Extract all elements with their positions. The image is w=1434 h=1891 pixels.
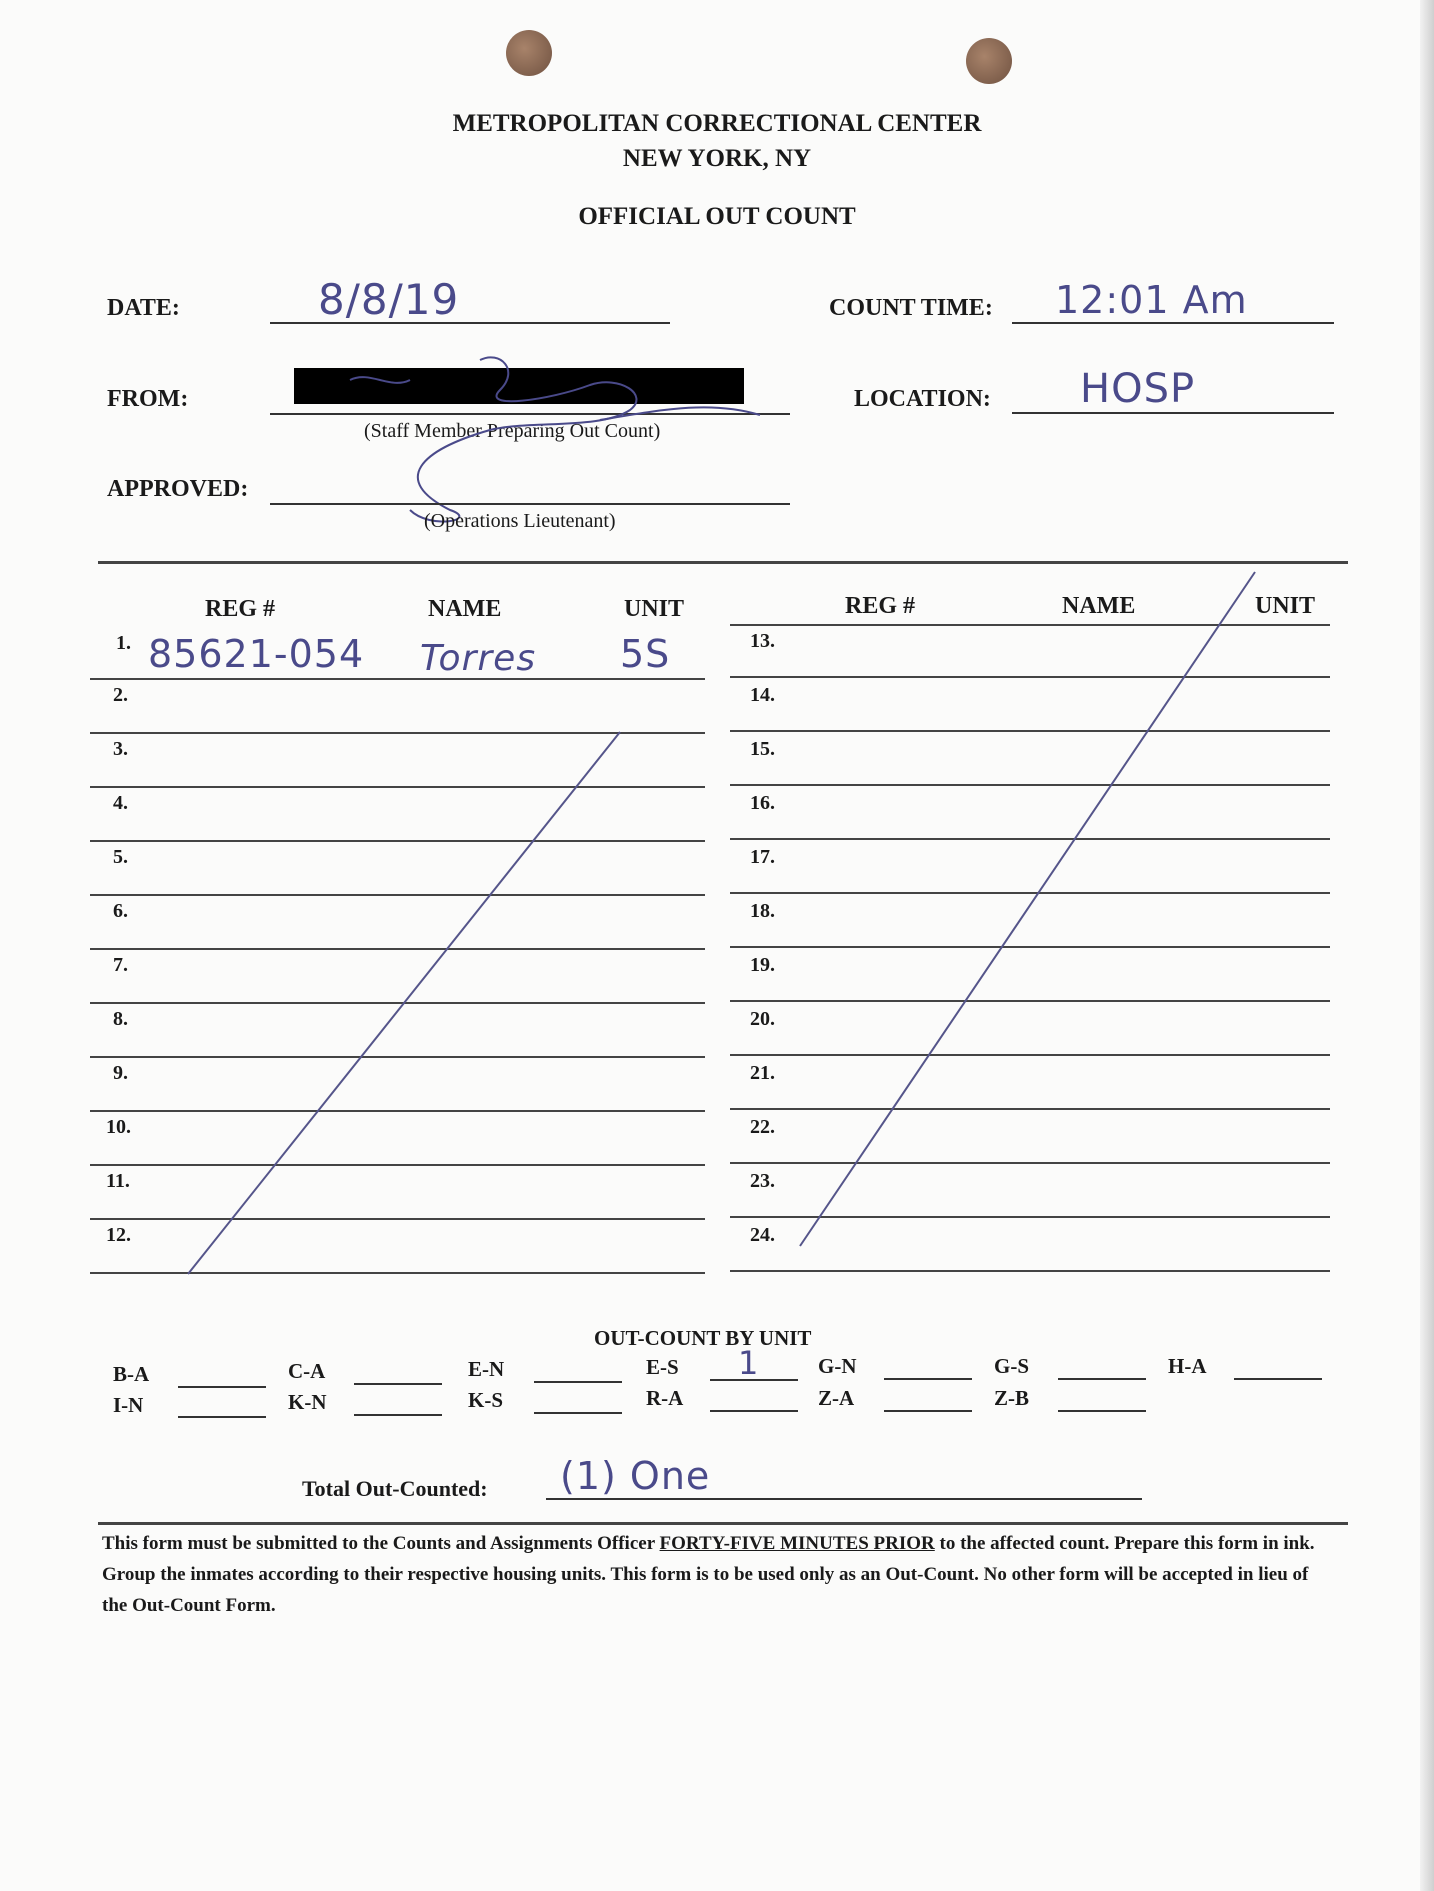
row-number: 14. <box>750 684 775 706</box>
unit-blank-z-a[interactable] <box>884 1410 972 1412</box>
institution-city: NEW YORK, NY <box>622 145 812 172</box>
left-strike-line <box>188 732 620 1274</box>
row-number: 11. <box>106 1170 130 1192</box>
unit-blank-k-n[interactable] <box>354 1414 442 1416</box>
unit-blank-g-n[interactable] <box>884 1378 972 1380</box>
unit-label-b-a: B-A <box>113 1362 150 1386</box>
total-label: Total Out-Counted: <box>302 1476 488 1501</box>
row-number: 2. <box>113 684 128 706</box>
row1-reg-value: 85621-054 <box>148 632 365 676</box>
row-number: 13. <box>750 630 775 652</box>
row-number: 20. <box>750 1008 775 1030</box>
unit-blank-i-n[interactable] <box>178 1416 266 1418</box>
left-name-header: NAME <box>428 596 502 622</box>
row-number: 12. <box>106 1224 131 1246</box>
location-value: HOSP <box>1080 366 1196 412</box>
out-count-title: OUT-COUNT BY UNIT <box>594 1326 812 1350</box>
from-label: FROM: <box>107 386 189 412</box>
unit-blank-r-a[interactable] <box>710 1410 798 1412</box>
approved-label: APPROVED: <box>107 476 249 502</box>
unit-blank-c-a[interactable] <box>354 1383 442 1385</box>
unit-label-g-n: G-N <box>818 1354 857 1378</box>
unit-label-k-n: K-N <box>288 1390 327 1414</box>
row-number: 6. <box>113 900 128 922</box>
right-strike-line <box>800 572 1255 1246</box>
footer-text-part2: to the affected count. Prepare this form in ink. Group the inmates according to their respective housing units. This form is to be used only as an Out-Count. No other form will be accepted in lieu of the Out-Count Form. <box>102 1533 1315 1616</box>
row-number: 9. <box>113 1062 128 1084</box>
approved-caption: (Operations Lieutenant) <box>424 510 616 532</box>
row-number: 24. <box>750 1224 775 1246</box>
unit-blank-g-s[interactable] <box>1058 1378 1146 1380</box>
row1-unit-value: 5S <box>620 632 671 676</box>
left-reg-header: REG # <box>205 596 276 622</box>
unit-blank-z-b[interactable] <box>1058 1410 1146 1412</box>
row-number: 7. <box>113 954 128 976</box>
total-line[interactable] <box>546 1498 1142 1500</box>
unit-label-h-a: H-A <box>1168 1354 1207 1378</box>
left-unit-header: UNIT <box>624 596 685 622</box>
row-number: 18. <box>750 900 775 922</box>
footer-emphasis: FORTY-FIVE MINUTES PRIOR <box>659 1533 935 1554</box>
total-value: (1) One <box>560 1454 711 1498</box>
row1-name-value: Torres <box>420 638 537 679</box>
row-number: 23. <box>750 1170 775 1192</box>
unit-label-r-a: R-A <box>646 1386 684 1410</box>
unit-label-i-n: I-N <box>113 1393 144 1417</box>
location-label: LOCATION: <box>854 386 991 412</box>
row-number: 5. <box>113 846 128 868</box>
row-number: 10. <box>106 1116 131 1138</box>
count-time-label: COUNT TIME: <box>829 295 993 321</box>
unit-blank-k-s[interactable] <box>534 1412 622 1414</box>
unit-label-k-s: K-S <box>468 1388 504 1412</box>
footer-instructions <box>102 1528 1332 1621</box>
unit-label-g-s: G-S <box>994 1354 1030 1378</box>
row-number: 3. <box>113 738 128 760</box>
unit-label-z-a: Z-A <box>818 1386 855 1410</box>
unit-label-e-s: E-S <box>646 1355 679 1379</box>
unit-value-e-s: 1 <box>738 1344 760 1382</box>
footer-text-part1: This form must be submitted to the Counts and Assignments Officer <box>102 1533 660 1554</box>
unit-label-c-a: C-A <box>288 1359 326 1383</box>
row-number: 15. <box>750 738 775 760</box>
row-number: 19. <box>750 954 775 976</box>
date-label: DATE: <box>107 295 180 321</box>
unit-blank-e-n[interactable] <box>534 1381 622 1383</box>
institution-name: METROPOLITAN CORRECTIONAL CENTER <box>452 110 982 137</box>
count-time-value: 12:01 Am <box>1055 278 1248 322</box>
from-caption: (Staff Member Preparing Out Count) <box>364 420 661 442</box>
row-number: 17. <box>750 846 775 868</box>
unit-blank-b-a[interactable] <box>178 1386 266 1388</box>
date-value: 8/8/19 <box>318 275 460 324</box>
unit-label-e-n: E-N <box>468 1357 505 1381</box>
right-reg-header: REG # <box>845 593 916 619</box>
right-name-header: NAME <box>1062 593 1136 619</box>
unit-blank-h-a[interactable] <box>1234 1378 1322 1380</box>
form-title: OFFICIAL OUT COUNT <box>578 203 856 230</box>
row-number: 1. <box>116 632 131 654</box>
row-number: 16. <box>750 792 775 814</box>
row-number: 4. <box>113 792 128 814</box>
footer-divider <box>98 1522 1348 1525</box>
unit-label-z-b: Z-B <box>994 1386 1030 1410</box>
right-unit-header: UNIT <box>1255 593 1316 619</box>
row-number: 21. <box>750 1062 775 1084</box>
row-number: 22. <box>750 1116 775 1138</box>
row-number: 8. <box>113 1008 128 1030</box>
